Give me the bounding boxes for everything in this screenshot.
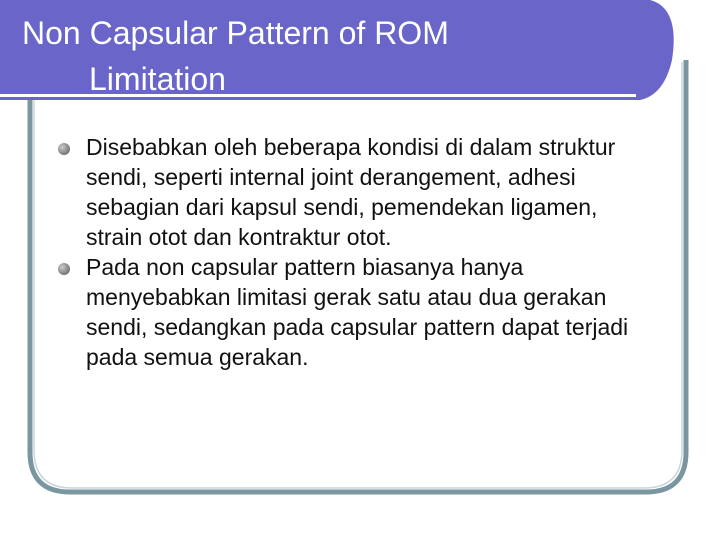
bullet-list — [58, 132, 648, 372]
bullet-item — [58, 132, 648, 252]
bullet-text: Pada non capsular pattern biasanya hanya menyebabkan limitasi gerak satu atau dua gerakan sendi, sedangkan pada capsular pattern dapat terjadi pada semua gerakan. — [86, 254, 629, 370]
title-line-1: Non Capsular Pattern of ROM — [22, 15, 449, 51]
title-line-2: Limitation — [89, 61, 226, 97]
bullet-text: Disebabkan oleh beberapa kondisi di dalam struktur sendi, seperti internal joint derangement, adhesi sebagian dari kapsul sendi, pemendekan ligamen, strain otot dan kontraktur otot. — [86, 134, 616, 250]
bullet-dot-icon — [58, 263, 70, 275]
bullet-item — [58, 252, 648, 372]
bullet-dot-icon — [58, 143, 70, 155]
slide-title — [22, 10, 642, 102]
